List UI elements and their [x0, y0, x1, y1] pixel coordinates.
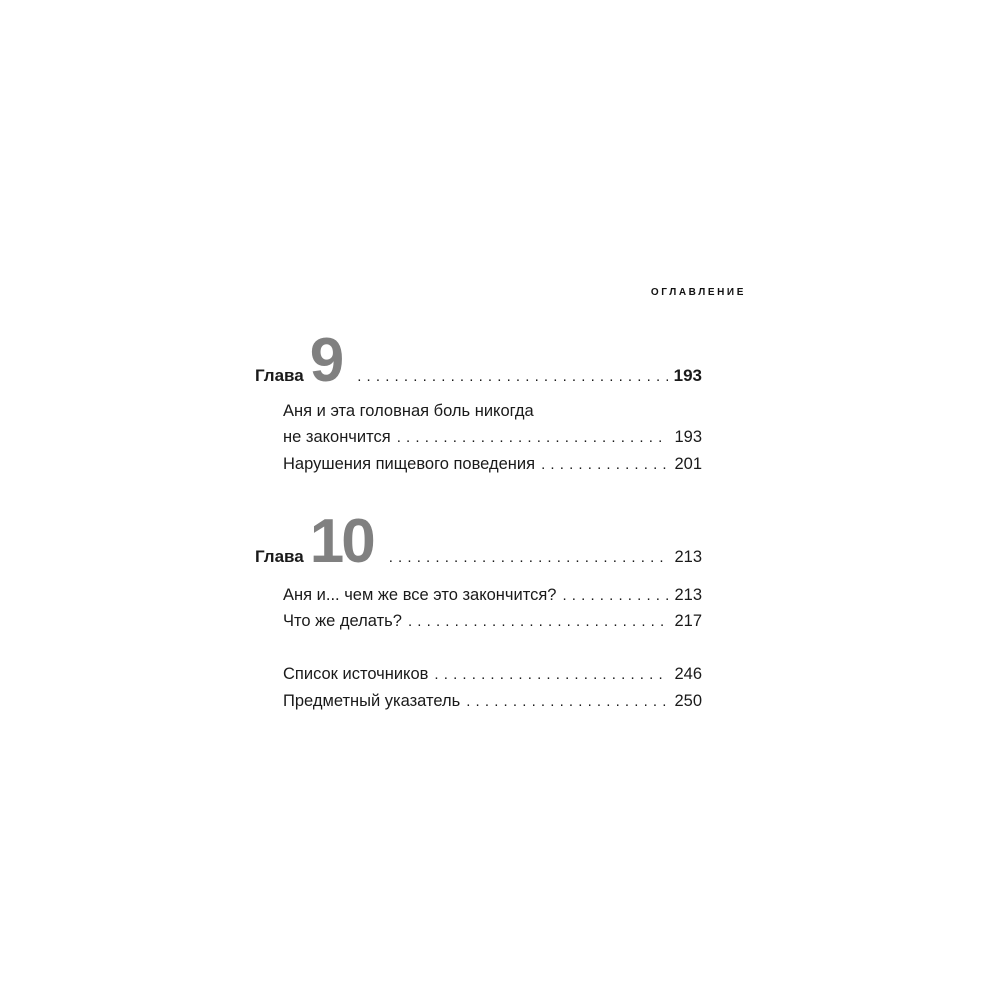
dot-leader	[541, 456, 668, 473]
toc-entry[interactable]	[283, 455, 702, 474]
toc-entry-sources[interactable]	[283, 665, 702, 684]
entry-label: Что же делать?	[283, 612, 402, 630]
entry-label: Предметный указатель	[283, 692, 461, 710]
entry-label: Нарушения пищевого поведения	[283, 455, 536, 473]
chapter-number: 9	[309, 326, 342, 395]
chapter-10-row[interactable]	[255, 507, 702, 576]
page-number: 201	[674, 455, 702, 473]
dot-leader	[397, 429, 669, 446]
toc-entry[interactable]	[283, 428, 702, 447]
page-number: 193	[673, 366, 702, 385]
entry-label: Аня и... чем же все это закончится?	[283, 586, 557, 604]
toc-entry[interactable]	[283, 612, 702, 631]
toc-entry-index[interactable]	[283, 692, 702, 711]
dot-leader	[408, 613, 669, 630]
chapter-label: Глава	[255, 547, 304, 566]
page-number: 250	[674, 692, 702, 710]
chapter-9-row[interactable]	[255, 326, 702, 395]
page-number: 213	[674, 548, 702, 566]
page-number: 213	[674, 586, 702, 604]
dot-leader	[389, 549, 669, 566]
chapter-number: 10	[309, 507, 373, 576]
toc-entry[interactable]	[283, 586, 702, 605]
chapter-label: Глава	[255, 366, 304, 385]
dot-leader	[562, 587, 668, 604]
page-number: 246	[674, 665, 702, 683]
page-number: 217	[674, 612, 702, 630]
section-title: ОГЛАВЛЕНИЕ	[650, 287, 746, 298]
dot-leader	[434, 666, 668, 683]
dot-leader	[357, 368, 667, 385]
toc-entry-line1[interactable]: Аня и эта головная боль никогда	[283, 402, 534, 420]
entry-label: Список источников	[283, 665, 429, 683]
page-number: 193	[674, 428, 702, 446]
dot-leader	[466, 693, 668, 710]
entry-label: не закончится	[283, 428, 391, 446]
